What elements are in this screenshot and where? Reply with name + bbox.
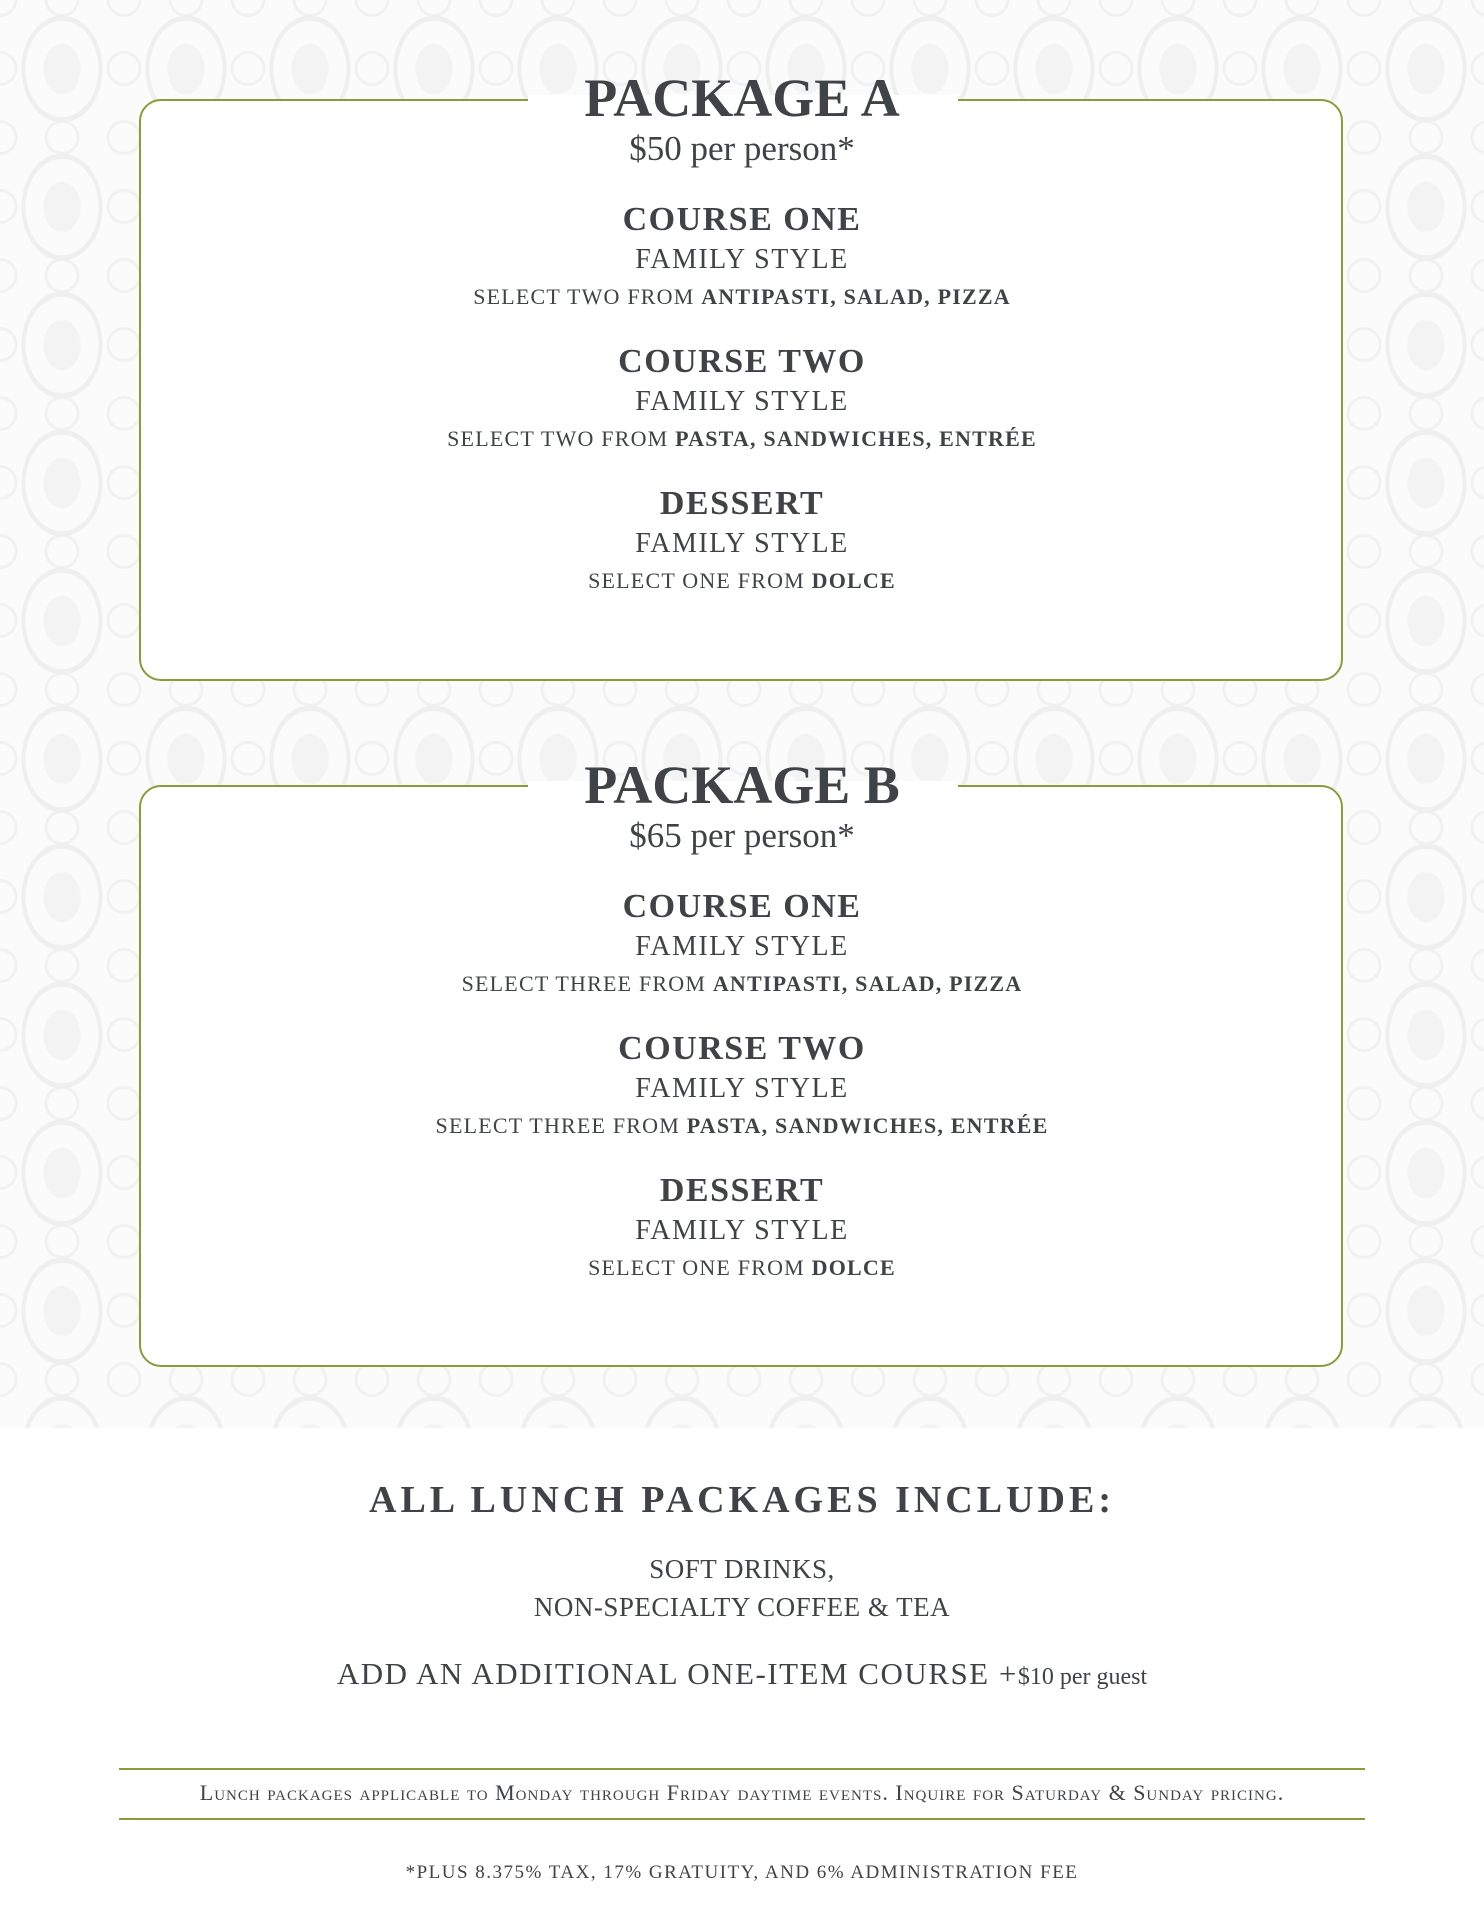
- addon-price: $10 per guest: [1017, 1664, 1148, 1690]
- includes-item: SOFT DRINKS,: [649, 1554, 835, 1584]
- course-style: FAMILY STYLE: [635, 244, 849, 275]
- course-two: [0, 1029, 1484, 1141]
- select-prefix: SELECT TWO FROM: [473, 284, 695, 309]
- package-price: $65 per person*: [629, 816, 855, 855]
- course-dessert: [0, 484, 1484, 596]
- select-prefix: SELECT THREE FROM: [435, 1113, 681, 1138]
- package-b: [0, 755, 1484, 1283]
- course-title: COURSE ONE: [622, 888, 862, 925]
- course-select: [0, 424, 1484, 454]
- select-items: PASTA, SANDWICHES, ENTRÉE: [686, 1113, 1049, 1138]
- course-title: COURSE ONE: [622, 201, 862, 238]
- select-items: DOLCE: [811, 1255, 896, 1280]
- course-title: DESSERT: [659, 485, 825, 522]
- course-select: [0, 1253, 1484, 1283]
- package-title: PACKAGE B: [584, 755, 900, 815]
- select-prefix: SELECT ONE FROM: [588, 1255, 805, 1280]
- course-style: FAMILY STYLE: [635, 1215, 849, 1246]
- course-title: COURSE TWO: [618, 1030, 866, 1067]
- course-title: COURSE TWO: [618, 343, 866, 380]
- select-items: DOLCE: [811, 568, 896, 593]
- select-prefix: SELECT TWO FROM: [447, 426, 669, 451]
- course-select: [0, 566, 1484, 596]
- includes-section: [0, 1478, 1484, 1692]
- course-style: FAMILY STYLE: [635, 528, 849, 559]
- addon-line: [0, 1656, 1484, 1692]
- package-price: $50 per person*: [629, 129, 855, 168]
- course-style: FAMILY STYLE: [635, 931, 849, 962]
- course-select: [0, 1111, 1484, 1141]
- addon-label: ADD AN ADDITIONAL ONE-ITEM COURSE +: [336, 1656, 1018, 1691]
- top-rule: [119, 1768, 1365, 1770]
- course-title: DESSERT: [659, 1172, 825, 1209]
- course-one: [0, 200, 1484, 312]
- select-prefix: SELECT ONE FROM: [588, 568, 805, 593]
- select-items: ANTIPASTI, SALAD, PIZZA: [712, 971, 1023, 996]
- select-items: ANTIPASTI, SALAD, PIZZA: [701, 284, 1011, 309]
- includes-title: ALL LUNCH PACKAGES INCLUDE:: [369, 1479, 1115, 1521]
- course-dessert: [0, 1171, 1484, 1283]
- course-style: FAMILY STYLE: [635, 386, 849, 417]
- select-prefix: SELECT THREE FROM: [461, 971, 707, 996]
- course-one: [0, 887, 1484, 999]
- course-select: [0, 282, 1484, 312]
- package-title: PACKAGE A: [584, 68, 900, 128]
- course-style: FAMILY STYLE: [635, 1073, 849, 1104]
- fine-print: *PLUS 8.375% TAX, 17% GRATUITY, AND 6% ADMINISTRATION FEE: [405, 1862, 1079, 1883]
- includes-item: NON-SPECIALTY COFFEE & TEA: [533, 1592, 951, 1622]
- select-items: PASTA, SANDWICHES, ENTRÉE: [675, 426, 1037, 451]
- course-two: [0, 342, 1484, 454]
- course-select: [0, 969, 1484, 999]
- package-a: [0, 68, 1484, 596]
- bottom-rule: [119, 1818, 1365, 1820]
- availability-note: Lunch packages applicable to Monday through Friday daytime events. Inquire for Saturday & Sunday pricing.: [199, 1780, 1285, 1805]
